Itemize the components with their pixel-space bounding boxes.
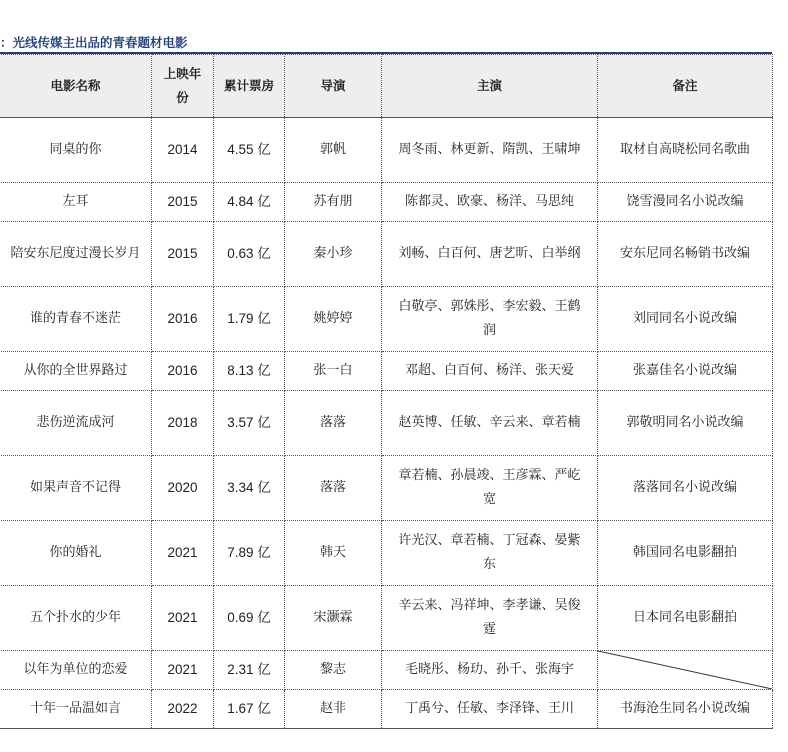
cell-title: 陪安东尼度过漫长岁月 — [0, 222, 152, 287]
cell-box-office: 3.34 亿 — [214, 456, 285, 521]
cell-note: 饶雪漫同名小说改编 — [598, 183, 773, 222]
cell-box-office: 0.69 亿 — [214, 586, 285, 651]
cell-note: 日本同名电影翻拍 — [598, 586, 773, 651]
cell-title: 从你的全世界路过 — [0, 352, 152, 391]
header-cast: 主演 — [382, 55, 598, 118]
cell-year: 2018 — [152, 391, 214, 456]
cell-box-office: 1.79 亿 — [214, 287, 285, 352]
table-row — [0, 118, 773, 183]
cell-title: 五个扑水的少年 — [0, 586, 152, 651]
cell-box-office: 2.31 亿 — [214, 651, 285, 690]
cell-note: 书海沧生同名小说改编 — [598, 690, 773, 729]
header-box-office: 累计票房 — [214, 55, 285, 118]
cell-year: 2021 — [152, 651, 214, 690]
table-row — [0, 287, 773, 352]
cell-year: 2015 — [152, 183, 214, 222]
cell-director: 宋灏霖 — [285, 586, 382, 651]
table-row — [0, 586, 773, 651]
table-row — [0, 222, 773, 287]
table-row — [0, 521, 773, 586]
table-row — [0, 690, 773, 729]
cell-cast: 许光汉、章若楠、丁冠森、晏紫东 — [382, 521, 598, 586]
cell-director: 秦小珍 — [285, 222, 382, 287]
cell-title: 左耳 — [0, 183, 152, 222]
cell-director: 落落 — [285, 456, 382, 521]
cell-cast: 刘畅、白百何、唐艺昕、白举纲 — [382, 222, 598, 287]
header-title: 电影名称 — [0, 55, 152, 118]
table-row — [0, 456, 773, 521]
cell-cast: 辛云来、冯祥坤、李孝谦、吴俊霆 — [382, 586, 598, 651]
youth-films-table — [0, 54, 773, 729]
table-row — [0, 651, 773, 690]
cell-title: 悲伤逆流成河 — [0, 391, 152, 456]
header-year: 上映年份 — [152, 55, 214, 118]
cell-cast: 白敬亭、郭姝彤、李宏毅、王鹤润 — [382, 287, 598, 352]
cell-director: 落落 — [285, 391, 382, 456]
cell-title: 同桌的你 — [0, 118, 152, 183]
cell-title: 十年一品温如言 — [0, 690, 152, 729]
cell-year: 2015 — [152, 222, 214, 287]
cell-box-office: 4.55 亿 — [214, 118, 285, 183]
cell-note: 韩国同名电影翻拍 — [598, 521, 773, 586]
cell-box-office: 0.63 亿 — [214, 222, 285, 287]
cell-director: 张一白 — [285, 352, 382, 391]
cell-cast: 丁禹兮、任敏、李泽锋、王川 — [382, 690, 598, 729]
cell-note: 张嘉佳名小说改编 — [598, 352, 773, 391]
table-row — [0, 391, 773, 456]
diagonal-slash — [598, 651, 772, 689]
cell-note: 刘同同名小说改编 — [598, 287, 773, 352]
cell-director: 姚婷婷 — [285, 287, 382, 352]
cell-note: 取材自高晓松同名歌曲 — [598, 118, 773, 183]
table-row — [0, 183, 773, 222]
cell-director: 郭帆 — [285, 118, 382, 183]
cell-cast: 周冬雨、林更新、隋凯、王啸坤 — [382, 118, 598, 183]
cell-note: 郭敬明同名小说改编 — [598, 391, 773, 456]
cell-cast: 毛晓彤、杨玏、孙千、张海宇 — [382, 651, 598, 690]
cell-director: 黎志 — [285, 651, 382, 690]
cell-title: 如果声音不记得 — [0, 456, 152, 521]
header-director: 导演 — [285, 55, 382, 118]
cell-cast: 章若楠、孙晨竣、王彦霖、严屹宽 — [382, 456, 598, 521]
cell-note: 安东尼同名畅销书改编 — [598, 222, 773, 287]
cell-box-office: 7.89 亿 — [214, 521, 285, 586]
cell-year: 2016 — [152, 352, 214, 391]
cell-cast: 邓超、白百何、杨洋、张天爱 — [382, 352, 598, 391]
cell-year: 2021 — [152, 521, 214, 586]
cell-year: 2021 — [152, 586, 214, 651]
table-row — [0, 352, 773, 391]
cell-cast: 赵英博、任敏、辛云来、章若楠 — [382, 391, 598, 456]
cell-year: 2016 — [152, 287, 214, 352]
cell-box-office: 3.57 亿 — [214, 391, 285, 456]
table-caption: ：光线传媒主出品的青春题材电影 — [0, 35, 188, 50]
cell-cast: 陈都灵、欧豪、杨洋、马思纯 — [382, 183, 598, 222]
cell-title: 以年为单位的恋爱 — [0, 651, 152, 690]
cell-title: 谁的青春不迷茫 — [0, 287, 152, 352]
cell-box-office: 1.67 亿 — [214, 690, 285, 729]
cell-director: 赵非 — [285, 690, 382, 729]
cell-director: 苏有朋 — [285, 183, 382, 222]
cell-director: 韩天 — [285, 521, 382, 586]
cell-year: 2022 — [152, 690, 214, 729]
cell-note: 落落同名小说改编 — [598, 456, 773, 521]
table-header-row — [0, 55, 773, 118]
header-note: 备注 — [598, 55, 773, 118]
cell-box-office: 8.13 亿 — [214, 352, 285, 391]
cell-note-empty-diagonal — [598, 651, 773, 690]
cell-year: 2014 — [152, 118, 214, 183]
cell-year: 2020 — [152, 456, 214, 521]
cell-title: 你的婚礼 — [0, 521, 152, 586]
cell-box-office: 4.84 亿 — [214, 183, 285, 222]
